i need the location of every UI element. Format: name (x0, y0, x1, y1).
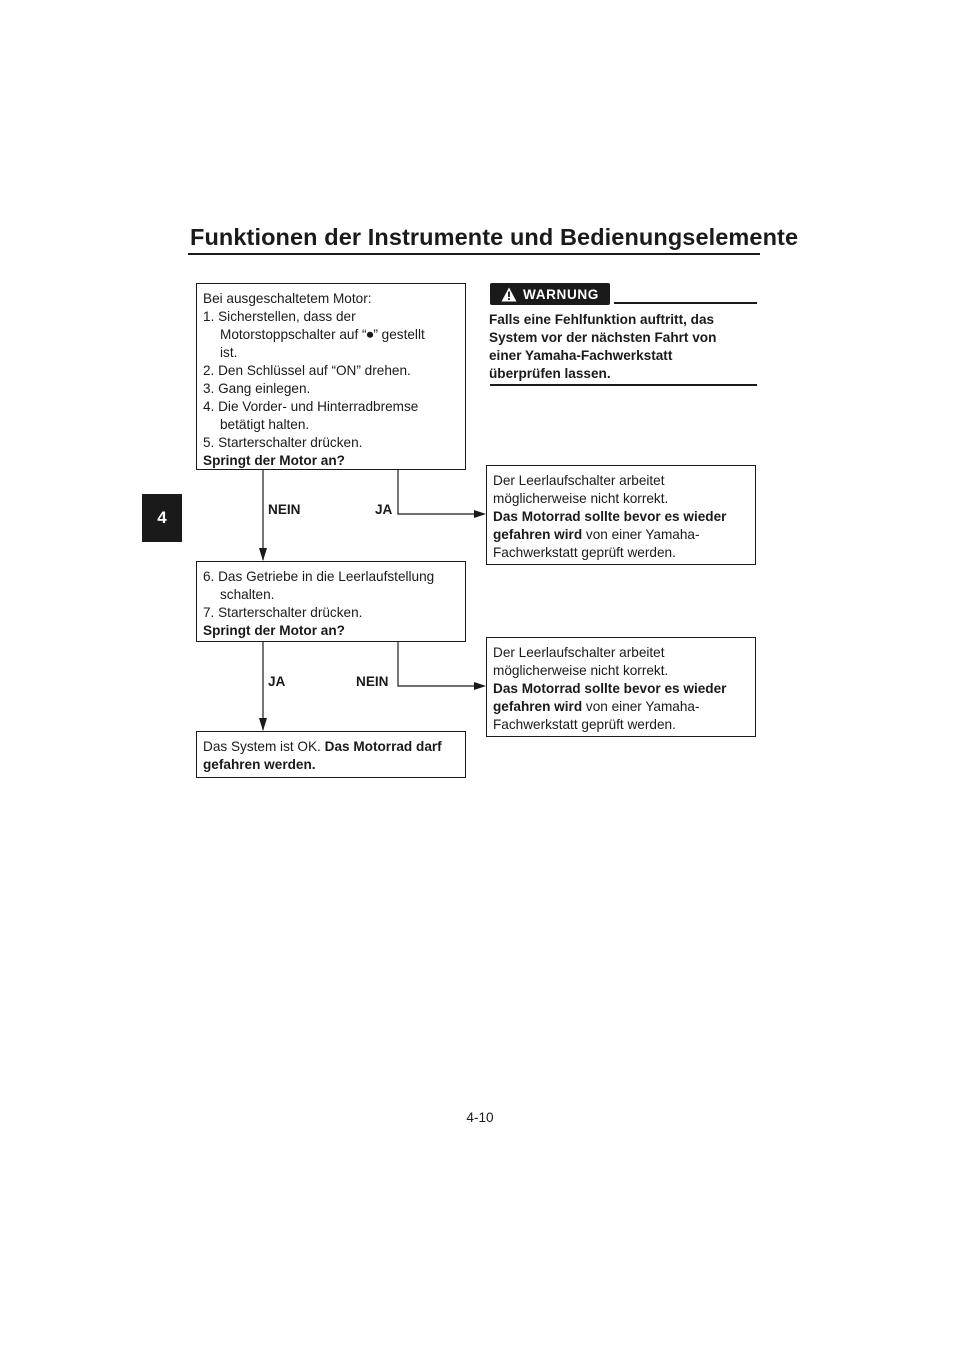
fault-line: Fachwerkstatt geprüft werden. (493, 717, 676, 732)
fault-normal-end: von einer Yamaha- (582, 527, 700, 542)
connector-neutral-to-fault2 (398, 642, 484, 686)
start-step-line: 1. Sicherstellen, dass der (203, 309, 356, 324)
warning-triangle-icon (501, 287, 517, 302)
fault-mixed-line (493, 526, 749, 544)
start-step-line: Motorstoppschalter auf “⏺” gestellt (220, 327, 425, 342)
system-ok-line (203, 738, 459, 756)
neutral-question: Springt der Motor an? (203, 623, 345, 638)
chapter-tab: 4 (142, 494, 182, 542)
fault-line: Fachwerkstatt geprüft werden. (493, 545, 676, 560)
fault-box-2 (486, 637, 756, 737)
system-ok-bold-line: gefahren werden. (203, 757, 316, 772)
warning-rule-top (614, 302, 757, 304)
start-step-line: Bei ausgeschaltetem Motor: (203, 291, 372, 306)
arrowhead-ok (259, 718, 267, 731)
branch1-no-label: NEIN (268, 502, 301, 517)
fault-bold-line: Das Motorrad sollte bevor es wieder (493, 681, 727, 696)
page-title: Funktionen der Instrumente und Bedienungselemente (190, 224, 799, 250)
neutral-step-line: 6. Das Getriebe in die Leerlaufstellung (203, 569, 435, 584)
neutral-step-line: schalten. (220, 587, 275, 602)
system-ok-bold: Das Motorrad darf (324, 739, 442, 754)
fault-bold-line: Das Motorrad sollte bevor es wieder (493, 509, 727, 524)
branch2-yes-label: JA (268, 674, 286, 689)
start-question: Springt der Motor an? (203, 453, 345, 468)
system-ok-box (196, 731, 466, 778)
fault-bold-start: gefahren wird (493, 527, 583, 542)
warning-line: überprüfen lassen. (489, 366, 611, 381)
fault-box-1 (486, 465, 756, 565)
fault-line: möglicherweise nicht korrekt. (493, 491, 669, 506)
fault-normal-end: von einer Yamaha- (582, 699, 700, 714)
arrowhead-fault1 (474, 510, 486, 518)
fault-line: Der Leerlaufschalter arbeitet (493, 473, 665, 488)
start-step-line: 5. Starterschalter drücken. (203, 435, 363, 450)
start-step-line: 2. Den Schlüssel auf “ON” drehen. (203, 363, 411, 378)
warning-line: einer Yamaha-Fachwerkstatt (489, 348, 673, 363)
fault-line: möglicherweise nicht korrekt. (493, 663, 669, 678)
fault-line: Der Leerlaufschalter arbeitet (493, 645, 665, 660)
fault-bold-start: gefahren wird (493, 699, 583, 714)
neutral-step-line: 7. Starterschalter drücken. (203, 605, 363, 620)
warning-label: WARNUNG (523, 286, 599, 302)
start-step-line: betätigt halten. (220, 417, 310, 432)
warning-rule-bottom (490, 384, 757, 386)
warning-line: Falls eine Fehlfunktion auftritt, das (489, 312, 715, 327)
fault-mixed-line (493, 698, 749, 716)
page-number: 4-10 (466, 1110, 494, 1125)
start-step-line: ist. (220, 345, 238, 360)
branch2-no-label: NEIN (356, 674, 389, 689)
arrowhead-neutral (259, 548, 267, 561)
branch1-yes-label: JA (375, 502, 393, 517)
start-step-box (196, 283, 466, 470)
start-step-line: 4. Die Vorder- und Hinterradbremse (203, 399, 419, 414)
neutral-step-box (196, 561, 466, 642)
start-step-line: 3. Gang einlegen. (203, 381, 311, 396)
warning-text (489, 311, 757, 383)
system-ok-text: Das System ist OK. (203, 739, 325, 754)
warning-line: System vor der nächsten Fahrt von (489, 330, 717, 345)
connector-start-to-fault1 (398, 470, 484, 514)
arrowhead-fault2 (474, 682, 486, 690)
warning-badge (490, 283, 610, 305)
warning-header (490, 283, 757, 305)
